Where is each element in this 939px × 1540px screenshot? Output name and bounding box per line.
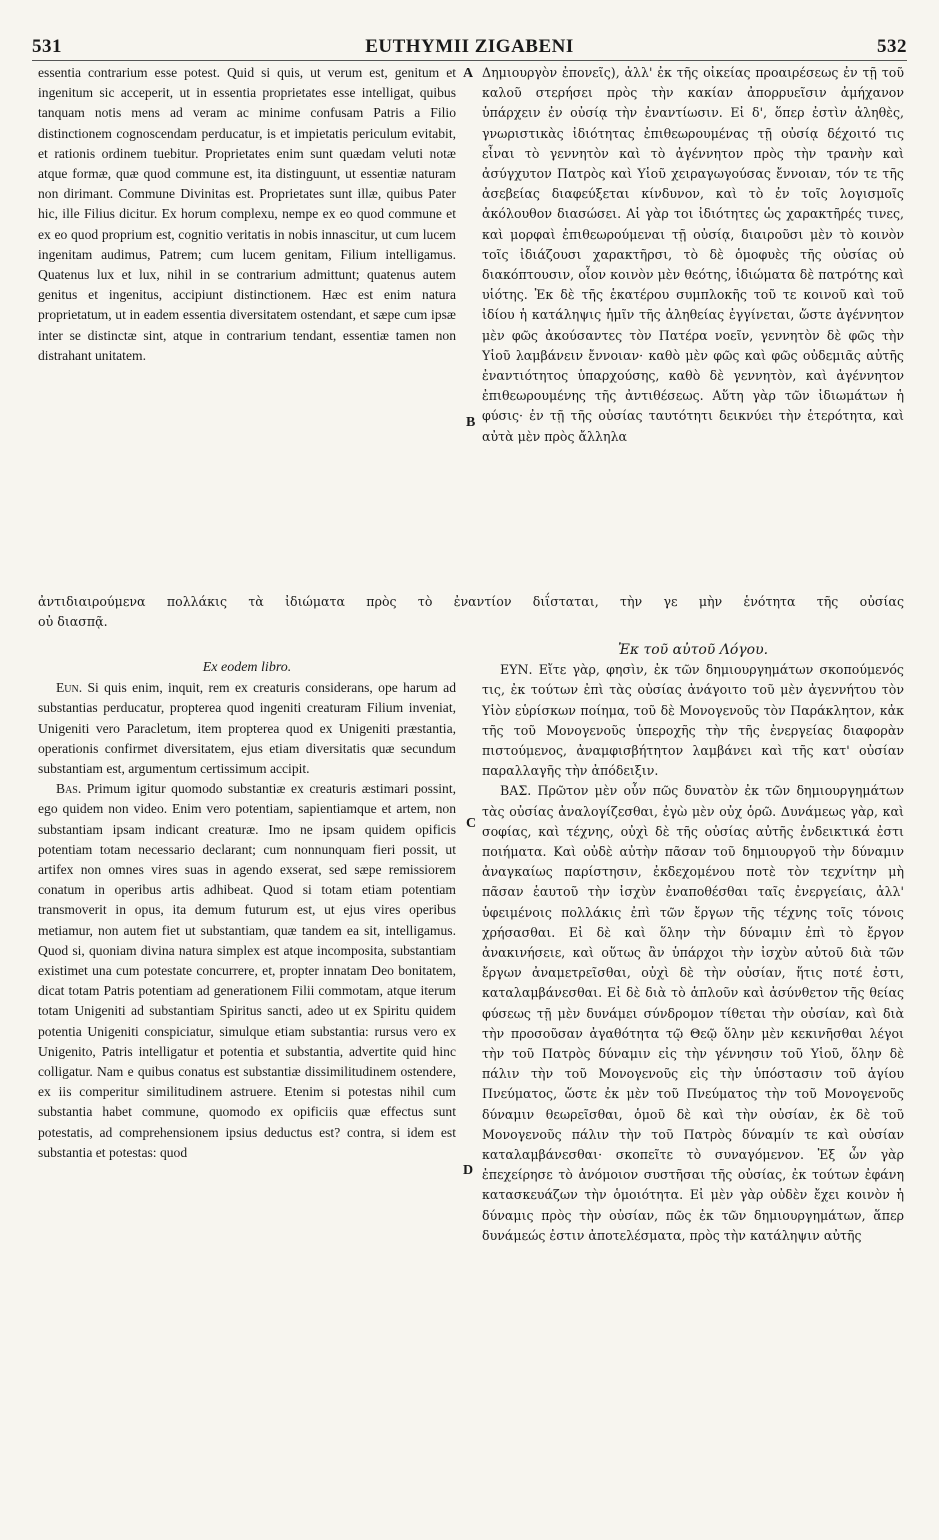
- header-rule: [32, 60, 907, 61]
- page-header: [32, 36, 907, 60]
- greek-paragraph-text: Εἴτε γὰρ, φησὶν, ἐκ τῶν δημιουργημάτων σκοπούμενός τις, ἐκ τούτων ἐπὶ τὰς οὐσίας ἀνάγοιτο τοῦ μὲν ἀγεννήτου τὸν Υἱὸν εὑρίσκων ποίημα, τοῦ δὲ Μονογενοῦς τὸν Παράκλητον, κἀκ τῆς τοῦ Μονογενοῦς ὑπεροχῆς τὴν τῆς ἐνεργείας διαφορὰν πιστούμενος, ἀναμφισβήτητον λαμβάνει καὶ τῆς κατ' οὐσίαν παραλλαγῆς τὴν ἀπόδειξιν.: [482, 662, 904, 779]
- section-heading-latin: Ex eodem libro.: [202, 660, 292, 675]
- speaker-label: ΕΥΝ.: [500, 662, 533, 678]
- speaker-label: ΒΑΣ.: [500, 783, 532, 799]
- margin-marker-a: A: [463, 66, 474, 81]
- margin-marker-d: D: [463, 1163, 474, 1178]
- greek-span-line: ἀντιδιαιρούμενα πολλάκις τὰ ἰδιώματα πρὸς τὸ ἐναντίον διΐσταται, τὴν γε μὴν ἑνότητα τῆς οὐσίας: [38, 594, 904, 609]
- speaker-label: Bas.: [56, 781, 82, 797]
- latin-column-bottom: [38, 658, 456, 1163]
- greek-paragraph-text: Πρῶτον μὲν οὖν πῶς δυνατὸν ἐκ τῶν δημιουργημάτων τὰς οὐσίας ἀναλογίζεσθαι, ἐγὼ μὲν οὐχ ὁρῶ. Δυνάμεως γὰρ, καὶ σοφίας, καὶ τέχνης, οὐχὶ δὲ τῆς οὐσίας αὐτῆς ἐνδεικτικά ἐστι ποιήματα. Καὶ οὐδὲ αὐτὴν πᾶσαν τοῦ δημιουργοῦ τὴν δύναμιν ἀναγκαίως παρίστησιν, ἐκδεχομένου ποτὲ τὸν τεχνίτην μὴ πᾶσαν ἑαυτοῦ τὴν ἰσχὺν ἐναποθέσθαι ταῖς ἐνεργείαις, ἀλλ' ὑφειμένοις πολλάκις ἐπὶ τῶν ἔργων τῆς τέχνης τοῖς τόνοις χρήσασθαι. Εἰ δὲ καὶ ὅλην τὴν δύναμιν ἐπὶ τὸ ἔργον ἀνακινήσειε, καὶ οὕτως ἂν ὑπάρχοι τὴν ἰσχὺν αὐτοῦ διὰ τῶν ἔργων ἀναμετρεῖσθαι, οὐχὶ δὲ τὴν οὐσίαν, ἥτις ποτέ ἐστι, καταλαμβάνεσθαι. Εἰ δὲ διὰ τὸ ἁπλοῦν καὶ ἀσύνθετον τῆς θείας φύσεως τῇ μὲν δυνάμει σύνδρομον τίθεται τὴν οὐσίαν, καὶ διὰ τὴν προσοῦσαν ἀγαθότητα τῷ Θεῷ ὅλην μὲν κεκινῆσθαι λέγοι τὴν τοῦ Πατρὸς δύναμιν εἰς τὴν γέννησιν τοῦ Υἱοῦ, ὅλην δὲ πάλιν τὴν τοῦ Μονογενοῦς εἰς τὴν ὑπόστασιν τοῦ ἁγίου Πνεύματος, ὥστε ἐκ μὲν τοῦ Πνεύματος τὴν τοῦ Μονογενοῦς δύναμιν θεωρεῖσθαι, ὁμοῦ δὲ καὶ τὴν οὐσίαν, ἐκ δὲ τοῦ Μονογενοῦς πάλιν τὴν τοῦ Πατρὸς δύναμίν τε καὶ οὐσίαν καταλαμβάνεσθαι· σκοπεῖτε τὸ συναγόμενον. Ἐξ ὧν γὰρ ἐπεχείρησε τὸ ἀνόμοιον συστῆσαι τῆς οὐσίας, ἐκ τούτων ἐφάνη κατασκευάζων τὴν ὁμοιότητα. Εἰ μὲν γὰρ οὐδὲν ἔχει κοινὸν ἡ δύναμις πρὸς τὴν οὐσίαν, πῶς ἐκ τῶν δημιουργημάτων, ἅπερ δυνάμεώς ἐστιν ἀποτελέσματα, πρὸς τὴν κατάληψιν αὐτῆς: [482, 783, 904, 1243]
- greek-paragraph: [482, 660, 904, 781]
- latin-paragraph-text: Si quis enim, inquit, rem ex creaturis considerans, ope harum ad substantias perducatur, propterea quod ingeniti creaturam Filium inveniat, Unigeniti vero Paracletum, item propterea quod ex Unigeniti præstantia, operationis confirmet diversitatem, ejus etiam diversitatis quæ secundum substantiam est, argumentum certissimum accipit.: [38, 680, 456, 777]
- greek-span-line: οὐ διασπᾷ.: [38, 614, 108, 630]
- latin-paragraph-text: Primum igitur quomodo substantiæ ex creaturis æstimari possint, ego quidem non video. Enim vero potentiam, sapientiamque et artem, non substantiam ipsam indicant creaturæ. Imo ne ipsam quidem opificis potentiam totam necessario declarant; cum nonnunquam fieri possit, ut artifex non omnes vires suas in agendo exserat, sed sæpe remissiorem conatum in operibus artis adhibeat. Quod si totam etiam potentiam transmoverit in opus, ita demum futurum est, ut ejus vires operibus metiamur, non autem fiet ut substantiam, quæ tandem ea sit, intelligamus. Quod si, quoniam divina natura simplex est atque incomposita, substantiam existimet una cum potestate concurrere, et, propter innatam Deo bonitatem, dicat totam Patris potentiam ad generationem Filii commotam, atque iterum totam Unigeniti ad substantiam Spiritus sancti, adeo ut ex Spiritu quidem potentia Unigeniti conspiciatur, simulque etiam substantia: rursus vero ex Unigenito, Patris intelligatur et potentia et substantia, advertite quid hinc colligatur. Nam e quibus conatus est substantiæ dissimilitudinem ostendere, ex iis comperitur similitudinem astruere. Etenim si potestas nihil cum substantia habet commune, quomodo ex opificiis quæ effectus sunt potestatis, ad comprehensionem ipsius deductus est? contra, si idem est substantia et potestas: quod: [38, 781, 456, 1160]
- margin-marker-c: C: [466, 816, 477, 831]
- greek-column-bottom: [482, 640, 904, 1246]
- latin-paragraph: [38, 678, 456, 779]
- latin-paragraph: essentia contrarium esse potest. Quid si quis, ut verum est, genitum et ingenitum sic acceperit, ut in essentia proprietates esse intelligat, quibus tanquam notis mens ad veram ac minime confusam Patris a Filio distinctionem cognoscendam perducatur, is et impietatis periculum evitabit, et rationis ordinem tuebitur. Proprietates enim sunt quædam veluti notæ atque formæ, quæ quod commune est, ita distinguunt, ut essentiæ naturam non dirimant. Commune Divinitas est. Proprietates sunt illæ, quibus Pater hic, ille Filius dicitur. Ex horum complexu, nempe ex eo quod commune et ex eo quod proprium est, cognitio veritatis in nobis innascitur, ut cum lucem ingenitam audimus, Patrem; cum lucem genitam, Filium intelligamus. Quatenus lux et lux, nihil in se contrarium admittunt; quatenus autem genitus et ingenitus, accipiunt distinctionem. Hæc est enim natura proprietatum, ut in eadem essentia diversitatem ostendant, et sæpe cum ipsæ inter se distinctæ sint, atque in contrarium tendant, essentiæ tamen non distrahant unitatem.: [38, 65, 456, 363]
- running-title: EUTHYMII ZIGABENI: [365, 36, 574, 57]
- latin-paragraph: [38, 779, 456, 1163]
- latin-column-top: [38, 63, 456, 366]
- greek-column-top: [482, 63, 904, 447]
- section-heading-greek: Ἐκ τοῦ αὐτοῦ Λόγου.: [617, 642, 769, 658]
- greek-paragraph: [482, 781, 904, 1246]
- greek-spanning-lines: [38, 592, 904, 632]
- page-number-left: 531: [32, 36, 62, 57]
- greek-paragraph: Δημιουργὸν ἐπονεῖς), ἀλλ' ἐκ τῆς οἰκείας προαιρέσεως ἐν τῇ τοῦ καλοῦ στερήσει πρὸς τὴν κακίαν ἀπορρυεῖσιν ἀμήχανον ὑπάρχειν ἐν οὐσίᾳ τὴν ἐναντίωσιν. Εἰ δ', ὅπερ ἐστὶν ἀληθὲς, γνωριστικὰς ἰδιότητας ἐπιθεωρουμένας τῇ οὐσίᾳ δέχοιτό τις εἶναι τὸ γεννητὸν καὶ τὸ ἀγέννητον πρὸς τὴν τρανὴν καὶ ἀσύγχυτον Πατρὸς καὶ Υἱοῦ χειραγωγούσας ἔννοιαν, τόν τε τῆς ἀσεβείας διαφεύξεται κίνδυνον, καὶ τὸ ἐν τοῖς λογισμοῖς ἀκόλουθον διασώσει. Αἱ γὰρ τοι ἰδιότητες ὡς χαρακτῆρές τινες, καὶ μορφαὶ ἐπιθεωρούμεναι τῇ οὐσίᾳ, διαιροῦσι μὲν τὸ κοινὸν τοῖς ἰδιάζουσι χαρακτῆρσι, τὸ δὲ ὁμοφυὲς τῆς οὐσίας οὐ διακόπτουσιν, οἷον κοινὸν μὲν θεότης, ἰδιώματα δὲ πατρότης καὶ υἱότης. Ἐκ δὲ τῆς ἑκατέρου συμπλοκῆς τοῦ τε κοινοῦ καὶ τοῦ ἰδίου ἡ κατάληψις ἡμῖν τῆς ἀληθείας ἐγγίνεται, ὥστε ἀγέννητον μὲν φῶς ἀκούσαντες τὸν Πατέρα νοεῖν, γεννητὸν δὲ φῶς τὴν Υἱοῦ λαμβάνειν ἔννοιαν· καθὸ μὲν φῶς καὶ φῶς οὐδεμιᾶς αὐτῆς ἐναντιότητος ὑπαρχούσης, καθὸ δὲ γεννητὸν, καὶ ἀγέννητον ἐπιθεωρουμένης τῆς ἀντιθέσεως. Αὕτη γὰρ τῶν ἰδιωμάτων ἡ φύσις· ἐν τῇ τῆς οὐσίας ταυτότητι δεικνύει τὴν ἑτερότητα, καὶ αὐτὰ μὲν πρὸς ἄλληλα: [482, 65, 904, 444]
- speaker-label: Eun.: [56, 680, 83, 696]
- margin-marker-b: B: [466, 415, 476, 430]
- page-number-right: 532: [877, 36, 907, 57]
